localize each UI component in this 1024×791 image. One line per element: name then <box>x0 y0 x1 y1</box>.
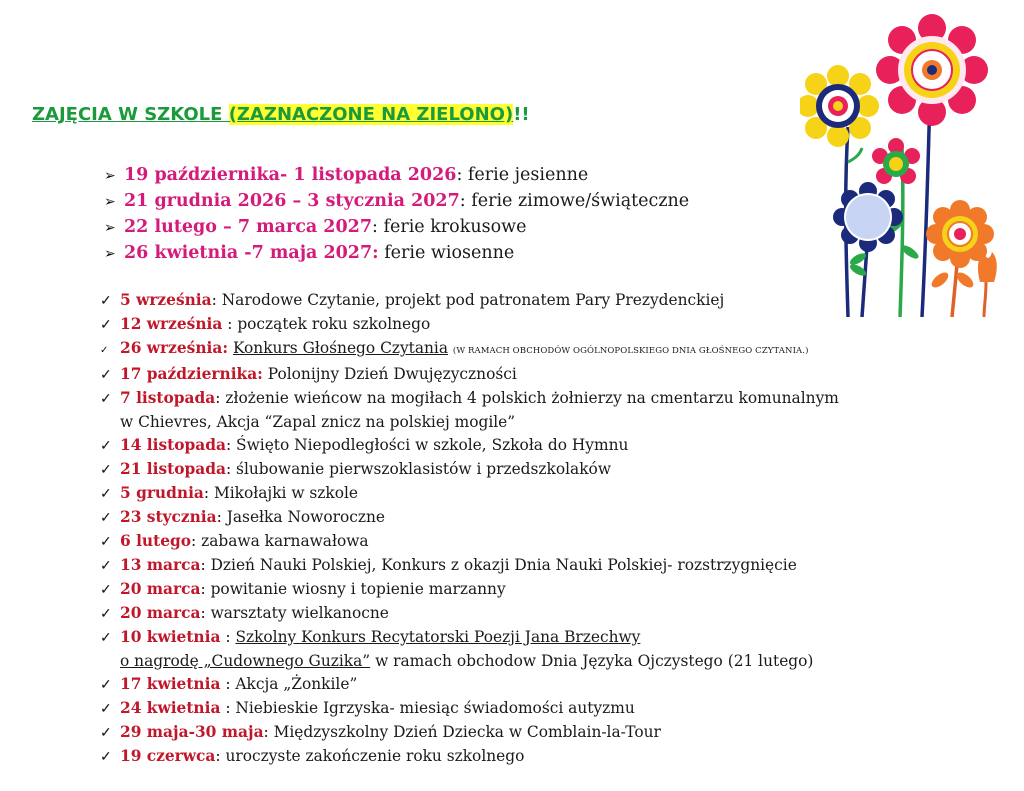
list-item <box>100 337 839 363</box>
list-item <box>104 240 689 266</box>
list-item <box>100 602 839 626</box>
event-text: : Święto Niepodległości w szkole, Szkoła do Hymnu <box>225 436 629 454</box>
event-text: : Niebieskie Igrzyska- miesiąc świadomości autyzmu <box>220 699 635 717</box>
list-item <box>100 289 839 313</box>
list-item <box>100 506 839 530</box>
event-text: : powitanie wiosny i topienie marzanny <box>200 580 506 598</box>
list-item-continuation <box>100 650 839 673</box>
list-item <box>100 530 839 554</box>
event-date: 14 listopada <box>120 436 226 454</box>
checkmark-icon: ✓ <box>100 677 112 693</box>
checkmark-icon: ✓ <box>100 630 112 646</box>
list-item <box>100 745 839 769</box>
checkmark-icon: ✓ <box>100 391 112 407</box>
holiday-text: : ferie zimowe/świąteczne <box>459 191 690 211</box>
event-text: : Akcja „Żonkile” <box>220 675 358 693</box>
holiday-date: 22 lutego – 7 marca 2027 <box>124 217 373 237</box>
list-item <box>100 458 839 482</box>
event-date: 23 stycznia <box>120 508 217 526</box>
list-item <box>100 721 839 745</box>
event-text: : ślubowanie pierwszoklasistów i przedszkolaków <box>225 460 611 478</box>
holiday-date: 19 października- 1 listopada 2026 <box>124 165 457 185</box>
holiday-text: ferie wiosenne <box>378 243 515 263</box>
checkmark-icon: ✓ <box>100 462 112 478</box>
list-item <box>104 188 689 214</box>
event-date: 7 listopada <box>120 389 216 407</box>
arrow-bullet-icon: ➢ <box>104 246 116 262</box>
event-text: Polonijny Dzień Dwujęzyczności <box>262 365 517 383</box>
checkmark-icon: ✓ <box>100 582 112 598</box>
event-link: Szkolny Konkurs Recytatorski Poezji Jana Brzechwy <box>235 628 641 646</box>
checkmark-icon: ✓ <box>100 293 112 309</box>
checkmark-icon: ✓ <box>100 345 109 356</box>
event-date: 19 czerwca <box>120 747 216 765</box>
arrow-bullet-icon: ➢ <box>104 168 116 184</box>
list-item <box>104 162 689 188</box>
checkmark-icon: ✓ <box>100 558 112 574</box>
holiday-text: : ferie jesienne <box>456 165 589 185</box>
event-text: : zabawa karnawałowa <box>191 532 369 550</box>
title-exclaim: !! <box>513 104 530 125</box>
events-list <box>100 289 839 769</box>
title-highlight: (ZAZNACZONE NA ZIELONO) <box>228 104 514 125</box>
event-text: : Narodowe Czytanie, projekt pod patronatem Pary Prezydenckiej <box>211 291 725 309</box>
event-date: 17 października: <box>120 365 263 383</box>
event-text: : Dzień Nauki Polskiej, Konkurs z okazji Dnia Nauki Polskiej- rozstrzygnięcie <box>200 556 797 574</box>
checkmark-icon: ✓ <box>100 510 112 526</box>
checkmark-icon: ✓ <box>100 367 112 383</box>
event-date: 12 września <box>120 315 223 333</box>
event-date: 10 kwietnia <box>120 628 221 646</box>
event-date: 21 listopada <box>120 460 226 478</box>
checkmark-icon: ✓ <box>100 701 112 717</box>
event-date: 13 marca <box>120 556 201 574</box>
checkmark-icon: ✓ <box>100 534 112 550</box>
event-text: : początek roku szkolnego <box>222 315 431 333</box>
checkmark-icon: ✓ <box>100 749 112 765</box>
list-item <box>100 697 839 721</box>
holiday-text: : ferie krokusowe <box>372 217 527 237</box>
list-item <box>104 214 689 240</box>
event-date: 17 kwietnia <box>120 675 221 693</box>
checkmark-icon: ✓ <box>100 438 112 454</box>
checkmark-icon: ✓ <box>100 606 112 622</box>
checkmark-icon: ✓ <box>100 317 112 333</box>
list-item-continuation <box>100 411 839 434</box>
event-text: : Mikołajki w szkole <box>203 484 359 502</box>
checkmark-icon: ✓ <box>100 725 112 741</box>
event-text: : Jasełka Noworoczne <box>216 508 385 526</box>
event-link: o nagrodę „Cudownego Guzika” <box>120 652 371 670</box>
list-item <box>100 578 839 602</box>
title-part-1: ZAJĘCIA W SZKOLE <box>32 104 229 125</box>
event-text: w Chievres, Akcja “Zapal znicz na polskiej mogile” <box>120 413 516 431</box>
list-item <box>100 434 839 458</box>
event-text: : uroczyste zakończenie roku szkolnego <box>215 747 525 765</box>
event-date: 29 maja-30 maja <box>120 723 264 741</box>
event-separator: : <box>220 628 236 646</box>
event-text: : warsztaty wielkanocne <box>200 604 389 622</box>
event-date: 20 marca <box>120 604 201 622</box>
event-note: (W RAMACH OBCHODÓW OGÓLNOPOLSKIEGO DNIA GŁOŚNEGO CZYTANIA.) <box>452 346 809 356</box>
holiday-date: 26 kwietnia -7 maja 2027: <box>124 243 379 263</box>
event-date: 5 września <box>120 291 212 309</box>
list-item <box>100 313 839 337</box>
event-date: 26 września: <box>120 339 229 357</box>
event-text: w ramach obchodow Dnia Języka Ojczystego (21 lutego) <box>370 652 814 670</box>
event-text: : złożenie wieńcow na mogiłach 4 polskich żołnierzy na cmentarzu komunalnym <box>215 389 839 407</box>
checkmark-icon: ✓ <box>100 486 112 502</box>
list-item <box>100 387 839 411</box>
list-item <box>100 482 839 506</box>
event-date: 20 marca <box>120 580 201 598</box>
flowers-illustration <box>800 12 1010 317</box>
event-text: : Międzyszkolny Dzień Dziecka w Comblain-la-Tour <box>263 723 661 741</box>
arrow-bullet-icon: ➢ <box>104 194 116 210</box>
list-item <box>100 673 839 697</box>
page-title <box>32 104 530 125</box>
event-date: 6 lutego <box>120 532 192 550</box>
event-link: Konkurs Głośnego Czytania <box>232 339 449 357</box>
list-item <box>100 554 839 578</box>
event-date: 5 grudnia <box>120 484 204 502</box>
holiday-date: 21 grudnia 2026 – 3 stycznia 2027 <box>124 191 460 211</box>
holidays-list <box>104 162 689 266</box>
list-item <box>100 363 839 387</box>
event-date: 24 kwietnia <box>120 699 221 717</box>
arrow-bullet-icon: ➢ <box>104 220 116 236</box>
list-item <box>100 626 839 650</box>
